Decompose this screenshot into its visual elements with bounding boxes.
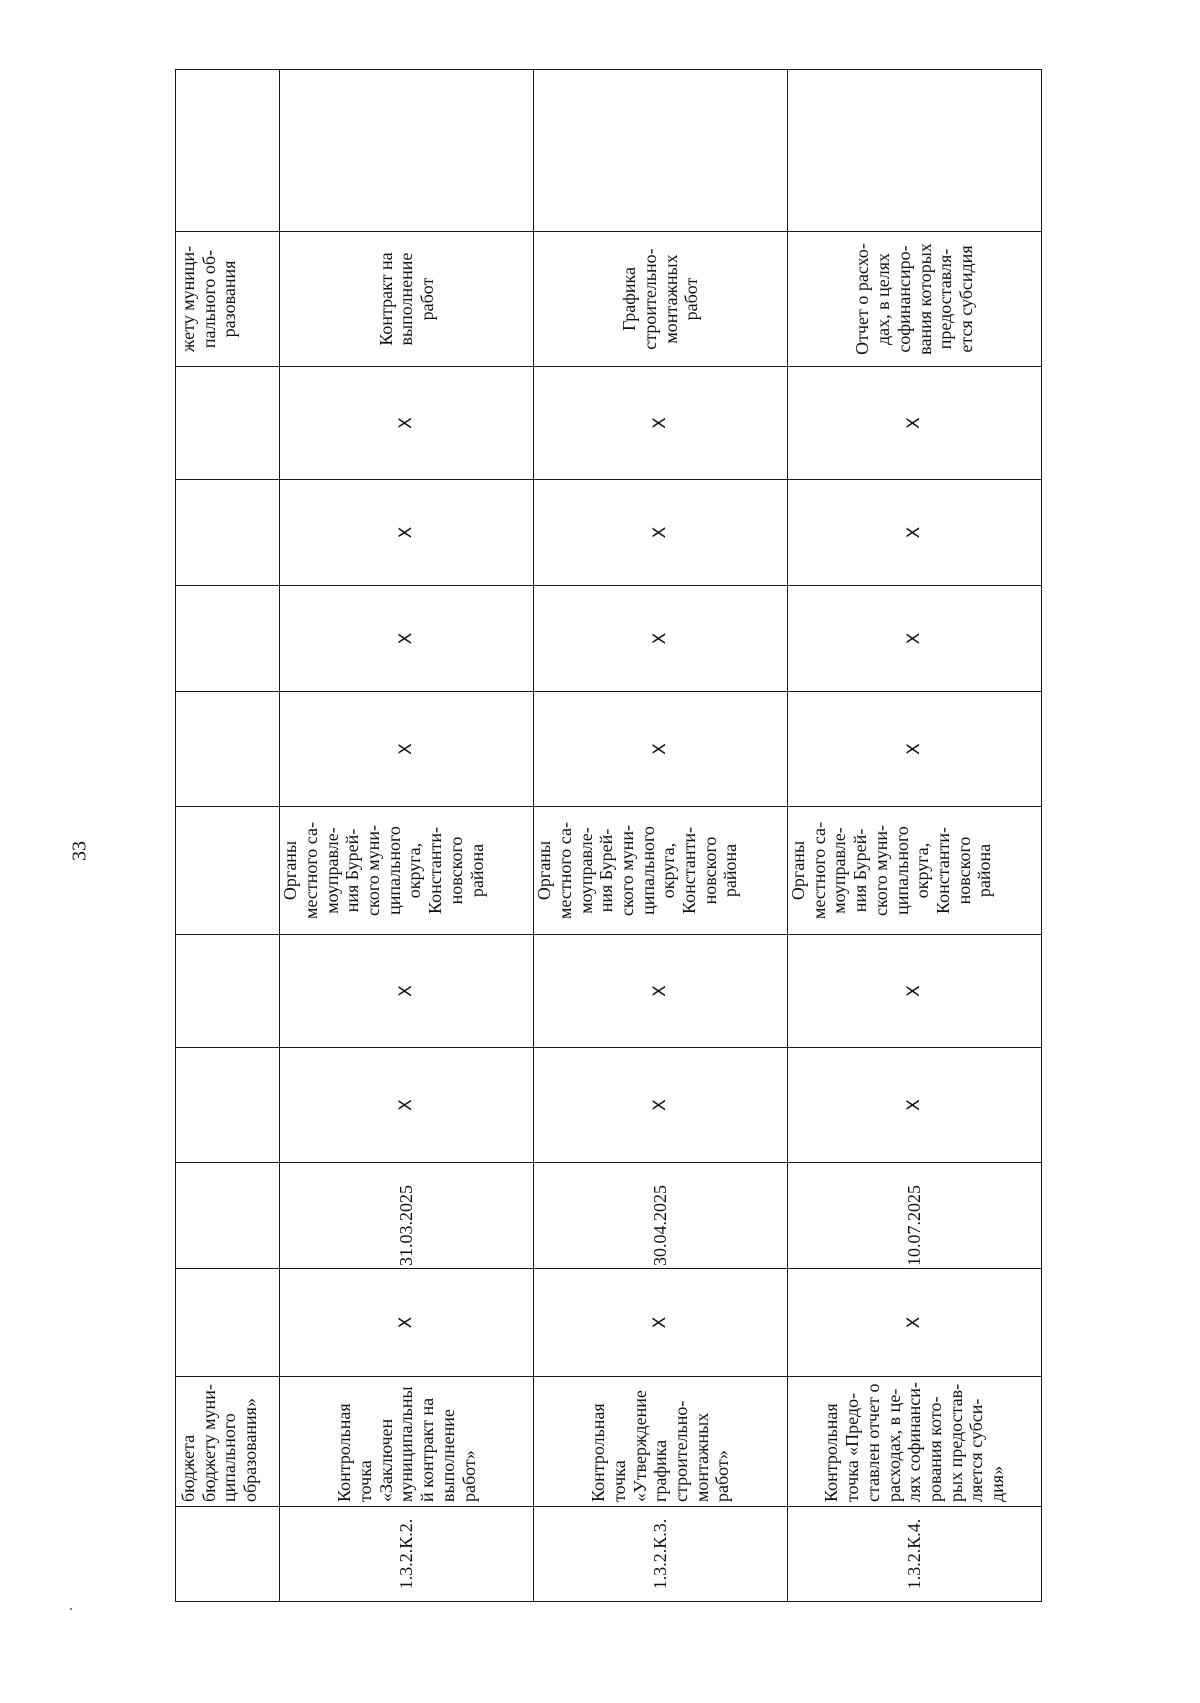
cell-empty: [788, 70, 1042, 232]
table-row: [788, 70, 1042, 1602]
cell-x-mark: X: [280, 692, 534, 807]
control-points-table: [175, 69, 1042, 1602]
cell-empty: [176, 807, 280, 935]
cell-empty: [176, 1048, 280, 1163]
cell-document: Контракт на выполнение работ: [280, 232, 534, 367]
cell-empty: [176, 367, 280, 480]
table-row: [534, 70, 788, 1602]
cell-date: 10.07.2025: [788, 1163, 1042, 1269]
cell-x-mark: X: [534, 1048, 788, 1163]
cell-x-mark: X: [788, 586, 1042, 692]
cell-date: 31.03.2025: [280, 1163, 534, 1269]
cell-x-mark: X: [788, 1269, 1042, 1377]
page-number: 33: [68, 841, 91, 861]
cell-document: Отчет о расхо- дах, в целях софинансиро- вания которых предоставля- ется субсидия: [788, 232, 1042, 367]
cell-empty: [176, 935, 280, 1048]
cell-name: Контрольная точка «Заключен муниципальны й контракт на выполнение работ»: [280, 1377, 534, 1507]
cell-empty: [176, 1163, 280, 1269]
cell-document-continuation: жету муници- пального об- разования: [176, 232, 280, 367]
cell-x-mark: X: [788, 367, 1042, 480]
cell-responsible: Органы местного са- моуправле- ния Бурей- ского муни- ципального округа, Константи- новского района: [534, 807, 788, 935]
cell-x-mark: X: [280, 1269, 534, 1377]
cell-x-mark: X: [534, 367, 788, 480]
cell-x-mark: X: [534, 586, 788, 692]
cell-x-mark: X: [534, 692, 788, 807]
cell-x-mark: X: [534, 1269, 788, 1377]
cell-empty: [176, 1269, 280, 1377]
cell-id: 1.3.2.К.2.: [280, 1507, 534, 1602]
cell-responsible: Органы местного са- моуправле- ния Бурей- ского муни- ципального округа, Константи- новского района: [788, 807, 1042, 935]
cell-name: Контрольная точка «Предо- ставлен отчет о расходах, в це- лях софинанси- рования кото- рых предостав- ляется субси- дия»: [788, 1377, 1042, 1507]
cell-x-mark: X: [280, 586, 534, 692]
cell-empty: [176, 586, 280, 692]
cell-date: 30.04.2025: [534, 1163, 788, 1269]
cell-x-mark: X: [534, 480, 788, 586]
cell-id-empty: [176, 1507, 280, 1602]
cell-x-mark: X: [280, 367, 534, 480]
cell-id: 1.3.2.К.4.: [788, 1507, 1042, 1602]
cell-document: Графика строительно- монтажных работ: [534, 232, 788, 367]
cell-responsible: Органы местного са- моуправле- ния Бурей- ского муни- ципального округа, Константи- новского района: [280, 807, 534, 935]
cell-x-mark: X: [788, 480, 1042, 586]
cell-x-mark: X: [788, 1048, 1042, 1163]
cell-empty: [280, 70, 534, 232]
cell-name-continuation: бюджета бюджету муни- ципального образования»: [176, 1377, 280, 1507]
cell-x-mark: X: [280, 935, 534, 1048]
cell-x-mark: X: [788, 935, 1042, 1048]
cell-empty: [176, 480, 280, 586]
cell-name: Контрольная точка «Утверждение графика строительно- монтажных работ»: [534, 1377, 788, 1507]
table-row: [280, 70, 534, 1602]
cell-x-mark: X: [280, 1048, 534, 1163]
table-row-continuation: [176, 70, 280, 1602]
cell-x-mark: X: [788, 692, 1042, 807]
cell-x-mark: X: [280, 480, 534, 586]
cell-x-mark: X: [534, 935, 788, 1048]
cell-empty: [176, 692, 280, 807]
scan-speck: [70, 1608, 72, 1610]
cell-empty: [534, 70, 788, 232]
cell-empty: [176, 70, 280, 232]
cell-id: 1.3.2.К.3.: [534, 1507, 788, 1602]
